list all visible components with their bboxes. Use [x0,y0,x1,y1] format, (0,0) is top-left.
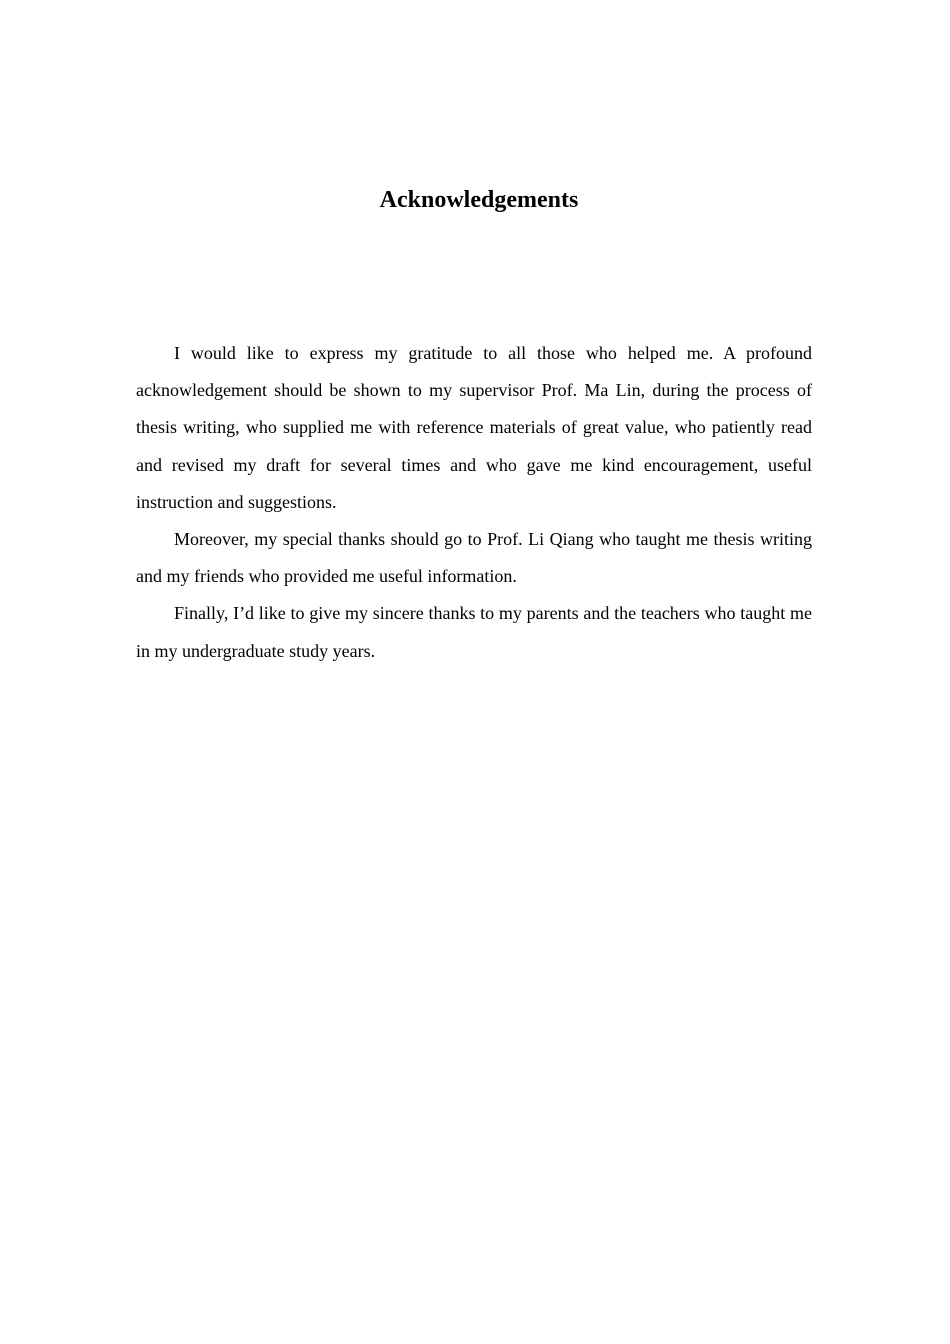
page-title: Acknowledgements [379,187,579,213]
document-body [136,335,812,670]
paragraph-2: Moreover, my special thanks should go to Prof. Li Qiang who taught me thesis writing and my friends who provided me useful information. [136,529,812,587]
paragraph-1: I would like to express my gratitude to all those who helped me. A profound acknowledgement should be shown to my supervisor Prof. Ma Lin, during the process of thesis writing, who supplied me with reference materials of great value, who patiently read and revised my draft for several times and who gave me kind encouragement, useful instruction and suggestions. [136,343,812,512]
paragraph-3: Finally, I’d like to give my sincere thanks to my parents and the teachers who taught me in my undergraduate study years. [136,603,812,661]
